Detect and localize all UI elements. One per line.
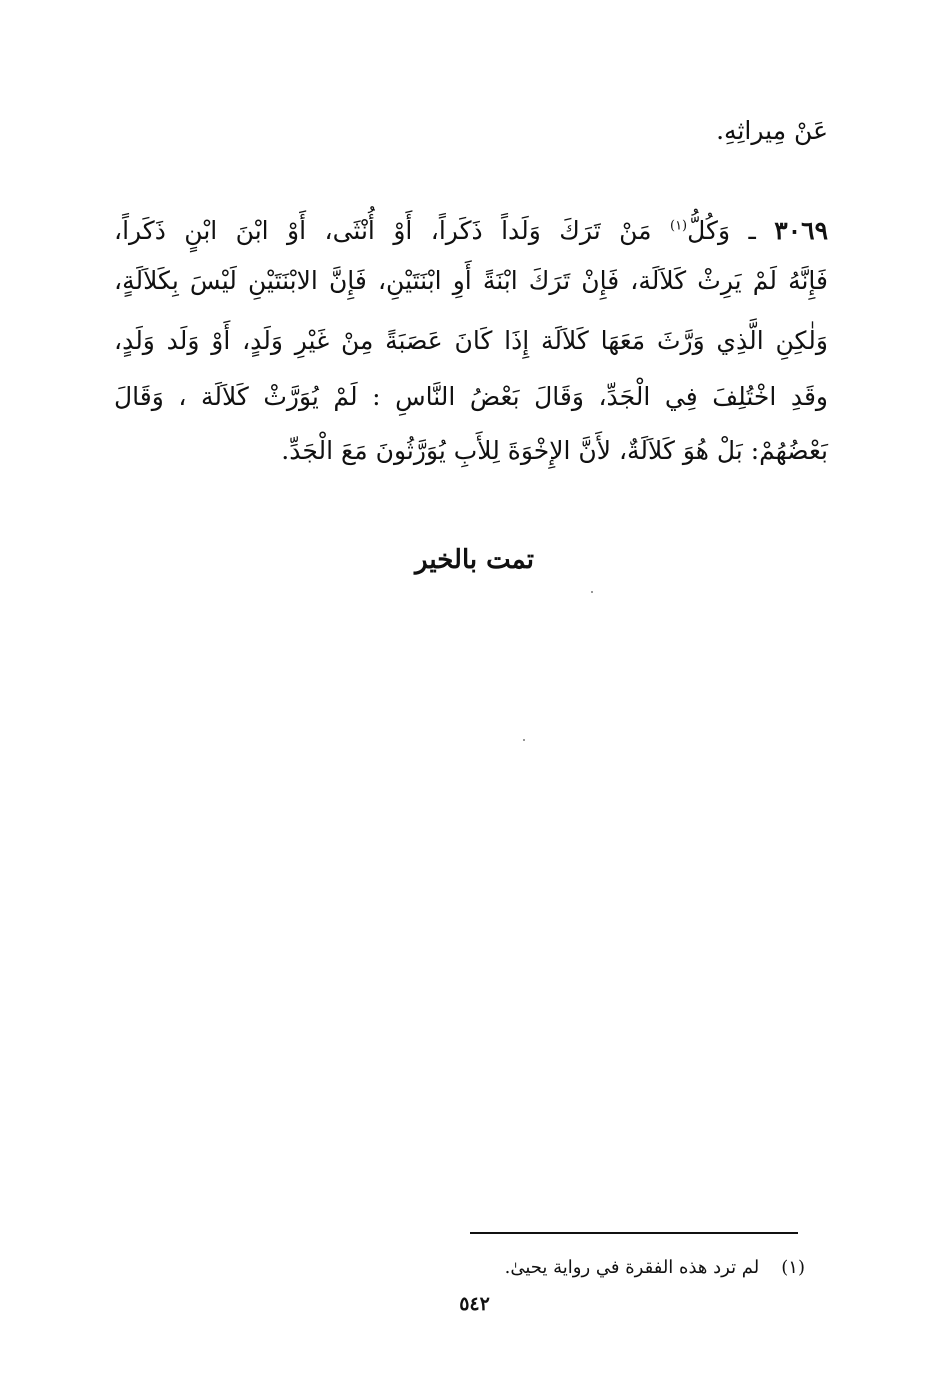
footnote-text: لم ترد هذه الفقرة في رواية يحيىٰ. <box>504 1257 760 1278</box>
footnote <box>505 1252 805 1284</box>
paragraph-number: ٣٠٦٩ <box>774 216 828 245</box>
preceding-line: عَنْ مِيراثِهِ. <box>716 116 828 145</box>
footnote-reference: (١) <box>669 218 688 234</box>
paragraph-line-1-text: مَنْ تَرَكَ وَلَداً ذَكَراً، أَوْ أُنْثَى، أَوْ ابْنَ ابْنٍ ذَكَراً، <box>114 216 652 245</box>
paragraph-first-word: وَكُلُّ <box>687 216 731 245</box>
paragraph-line-4: وقَدِ اخْتُلِفَ فِي الْجَدِّ، وَقَالَ بَعْضُ النَّاسِ : لَمْ يُوَرَّثْ كَلاَلَة ، وَقَالَ <box>114 382 828 411</box>
footnote-divider <box>470 1232 798 1234</box>
paragraph-separator: ـ <box>748 216 756 245</box>
paragraph-line-1 <box>114 206 828 256</box>
paragraph-line-2: فَإِنَّهُ لَمْ يَرِثْ كَلاَلَة، فَإِنْ تَرَكَ ابْنَةً أَوِ ابْنَتَيْنِ، فَإِنَّ الابْنَتَيْنِ لَيْسَ بِكَلاَلَةٍ، <box>114 266 828 295</box>
closing-phrase: تمت بالخير <box>415 545 534 575</box>
paper-speck <box>523 739 525 741</box>
footnote-marker: (١) <box>781 1257 805 1278</box>
paper-speck <box>591 591 593 593</box>
paragraph-line-3: وَلٰكِنِ الَّذِي وَرَّثَ مَعَهَا كَلاَلَة إِذَا كَانَ عَصَبَةً مِنْ غَيْرِ وَلَدٍ، أَوْ وَلَد وَلَدٍ، <box>114 326 828 355</box>
paragraph-line-5: بَعْضُهُمْ: بَلْ هُوَ كَلاَلَةٌ، لأَنَّ الإِخْوَةَ لِلأَبِ يُوَرَّثُونَ مَعَ الْجَدِّ. <box>281 436 828 465</box>
page-number: ٥٤٢ <box>459 1293 490 1315</box>
